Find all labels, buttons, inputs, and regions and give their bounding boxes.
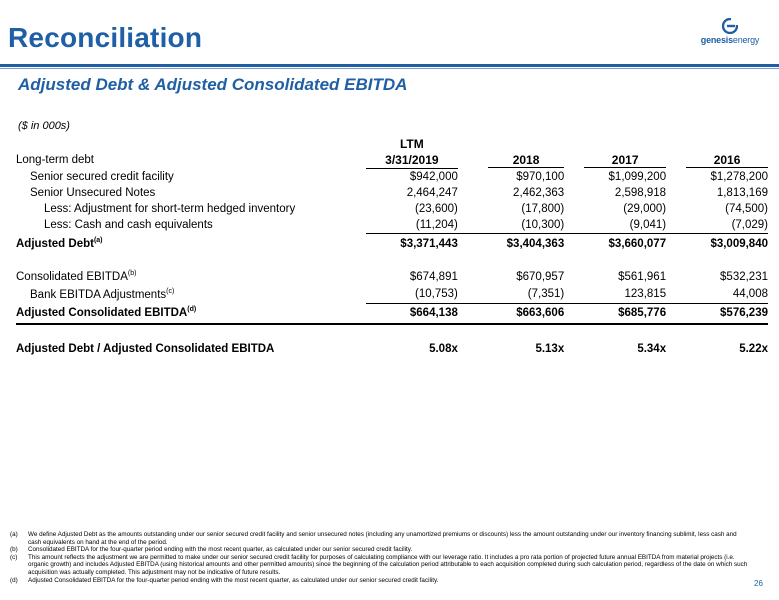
cell: $1,099,200 — [608, 170, 667, 183]
footnote — [10, 577, 750, 585]
footnote-text: This amount reflects the adjustment we are permitted to make under our senior secured credit facility for purposes of calculating compliance with our leverage ratio. It includes a pro rata portion of projected future annual EBITDA from material projects (i.e. organic growth) and includes Adjusted EBITDA (using historical amounts and other permitted amounts) since the beginning of the calculation period attributable to each acquisition completed during such calculation period, regardless of the date on which such acquisition was actually completed. This adjustment may not be indicative of future results. — [28, 553, 748, 576]
row-label: Senior secured credit facility — [30, 170, 174, 183]
cell: $3,371,443 — [366, 234, 458, 254]
cell: 1,813,169 — [716, 187, 768, 199]
cell: 2,464,247 — [406, 187, 458, 199]
cell: (7,351) — [527, 288, 565, 301]
table-row — [16, 152, 768, 169]
cell: (17,800) — [521, 203, 565, 215]
cell: $3,009,840 — [666, 234, 768, 254]
row-label: Less: Adjustment for short-term hedged inventory — [44, 203, 296, 215]
column-header: 2017 — [584, 153, 666, 168]
cell: $670,957 — [516, 270, 565, 283]
row-label: Long-term debt — [16, 154, 94, 167]
table-row-total — [16, 234, 768, 254]
cell: $532,231 — [720, 270, 768, 283]
cell: 123,815 — [624, 288, 667, 301]
logo-text: genesisenergy — [700, 35, 760, 45]
page-number: 26 — [754, 579, 763, 588]
footnote-text: Adjusted Consolidated EBITDA for the four-quarter period ending with the most recent quarter, as calculated under our senior secured credit facility. — [28, 576, 439, 584]
row-label: Consolidated EBITDA$^{(b)}$ — [16, 269, 137, 283]
footnote-text: We define Adjusted Debt as the amounts outstanding under our senior secured credit facility and senior unsecured notes (including any unamortized premiums or discounts) less the amount outstanding under our inventory financing sublimit, less cash and cash equivalents on hand at the end of the period. — [28, 531, 737, 546]
units-note: ($ in 000s) — [18, 120, 70, 132]
genesis-logo-icon — [722, 18, 738, 34]
column-header-ltm: LTM — [399, 137, 424, 151]
cell: $663,606 — [458, 304, 564, 324]
table-row — [16, 201, 768, 217]
cell: (10,753) — [415, 288, 458, 301]
cell: $3,404,363 — [458, 234, 564, 254]
footnotes — [10, 531, 750, 584]
header-rule-thin — [0, 68, 779, 69]
row-label: Less: Cash and cash equivalents — [44, 219, 213, 232]
table-row-total — [16, 304, 768, 324]
cell: 5.08x — [429, 342, 458, 355]
footnote-ref: (a) — [93, 236, 103, 244]
column-header: 2018 — [488, 153, 564, 168]
row-label: Adjusted Debt$^{(a)}$ — [16, 236, 103, 250]
table-row — [16, 185, 768, 201]
cell: (74,500) — [725, 203, 768, 215]
cell: (23,600) — [415, 203, 458, 215]
cell: $664,138 — [366, 304, 458, 324]
cell: (29,000) — [623, 203, 667, 215]
cell: 2,462,363 — [513, 187, 565, 199]
column-header: 3/31/2019 — [366, 152, 458, 169]
footnote-key: (d) — [10, 576, 18, 584]
footnote — [10, 546, 750, 554]
cell: 5.13x — [535, 342, 565, 355]
footnote-text: Consolidated EBITDA for the four-quarter period ending with the most recent quarter, as calculated under our senior secured credit facility. — [28, 546, 413, 554]
footnote-ref: (c) — [166, 287, 175, 295]
row-label: Adjusted Consolidated EBITDA$^{(d)}$ — [16, 306, 197, 319]
table-row — [16, 169, 768, 186]
table-row — [16, 268, 768, 286]
cell: $576,239 — [666, 304, 768, 324]
header-rule — [0, 64, 779, 67]
cell: 5.22x — [739, 342, 768, 355]
footnote-key: (b) — [10, 546, 18, 554]
cell: $561,961 — [618, 270, 667, 283]
table-row-ratio — [16, 341, 768, 357]
cell: (9,041) — [629, 219, 667, 231]
row-label: Senior Unsecured Notes — [30, 187, 156, 199]
cell: $685,776 — [564, 304, 666, 324]
reconciliation-table — [16, 136, 768, 357]
table-header-row-top — [16, 136, 768, 152]
table-row — [16, 217, 768, 234]
cell: 2,598,918 — [614, 187, 667, 199]
cell: $970,100 — [516, 170, 565, 183]
cell: (10,300) — [521, 219, 565, 231]
cell: (7,029) — [731, 219, 768, 231]
footnote-key: (a) — [10, 531, 18, 538]
cell: $1,278,200 — [710, 170, 768, 183]
page-title: Reconciliation — [8, 22, 203, 53]
cell: 44,008 — [732, 288, 768, 301]
table-row — [16, 286, 768, 304]
footnote-ref: (d) — [187, 306, 197, 314]
row-label: Adjusted Debt / Adjusted Consolidated EBITDA — [16, 342, 275, 355]
cell: (11,204) — [415, 219, 458, 231]
cell: $3,660,077 — [564, 234, 666, 254]
cell: $942,000 — [409, 171, 458, 183]
table-divider — [16, 324, 768, 341]
genesis-energy-logo — [690, 18, 770, 48]
cell: 5.34x — [637, 342, 667, 355]
footnote-ref: (b) — [127, 269, 137, 277]
cell: $674,891 — [409, 270, 458, 283]
footnote — [10, 531, 750, 546]
section-subtitle: Adjusted Debt & Adjusted Consolidated EBITDA — [18, 75, 408, 94]
footnote — [10, 554, 750, 577]
footnote-key: (c) — [10, 553, 18, 561]
column-header: 2016 — [686, 153, 768, 168]
row-label: Bank EBITDA Adjustments$^{(c)}$ — [30, 287, 175, 301]
